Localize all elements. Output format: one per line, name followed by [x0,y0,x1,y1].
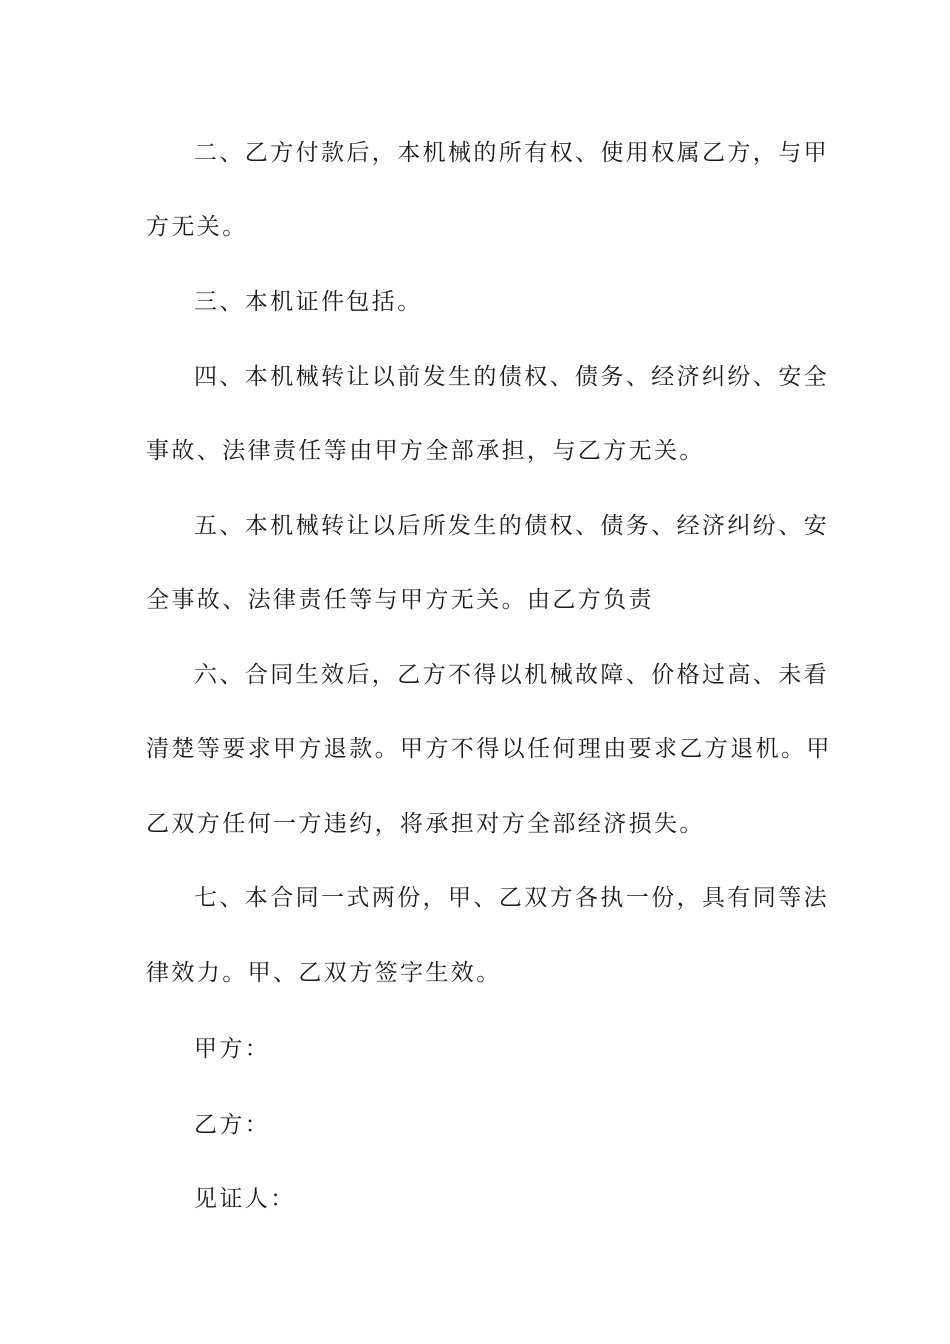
clause-3: 三、本机证件包括。 [194,289,423,315]
clause-2-line-2: 方无关。 [146,214,248,240]
clause-2-line-1: 二、乙方付款后，本机械的所有权、使用权属乙方，与甲 [194,140,829,166]
clause-4-line-2: 事故、法律责任等由甲方全部承担，与乙方无关。 [146,438,705,464]
clause-5-line-2: 全事故、法律责任等与甲方无关。由乙方负责 [146,587,654,613]
party-a-signature-label: 甲方： [194,1036,271,1062]
clause-7-line-1: 七、本合同一式两份，甲、乙双方各执一份，具有同等法 [194,885,829,911]
clause-4-line-1: 四、本机械转让以前发生的债权、债务、经济纠纷、安全 [194,364,829,390]
clause-6-line-2: 清楚等要求甲方退款。甲方不得以任何理由要求乙方退机。甲 [146,736,832,762]
witness-signature-label: 见证人： [194,1186,296,1212]
party-b-signature-label: 乙方： [194,1112,271,1138]
clause-6-line-1: 六、合同生效后，乙方不得以机械故障、价格过高、未看 [194,662,829,688]
clause-7-line-2: 律效力。甲、乙双方签字生效。 [146,960,502,986]
clause-6-line-3: 乙双方任何一方违约，将承担对方全部经济损失。 [146,811,705,837]
clause-5-line-1: 五、本机械转让以后所发生的债权、债务、经济纠纷、安 [194,513,829,539]
